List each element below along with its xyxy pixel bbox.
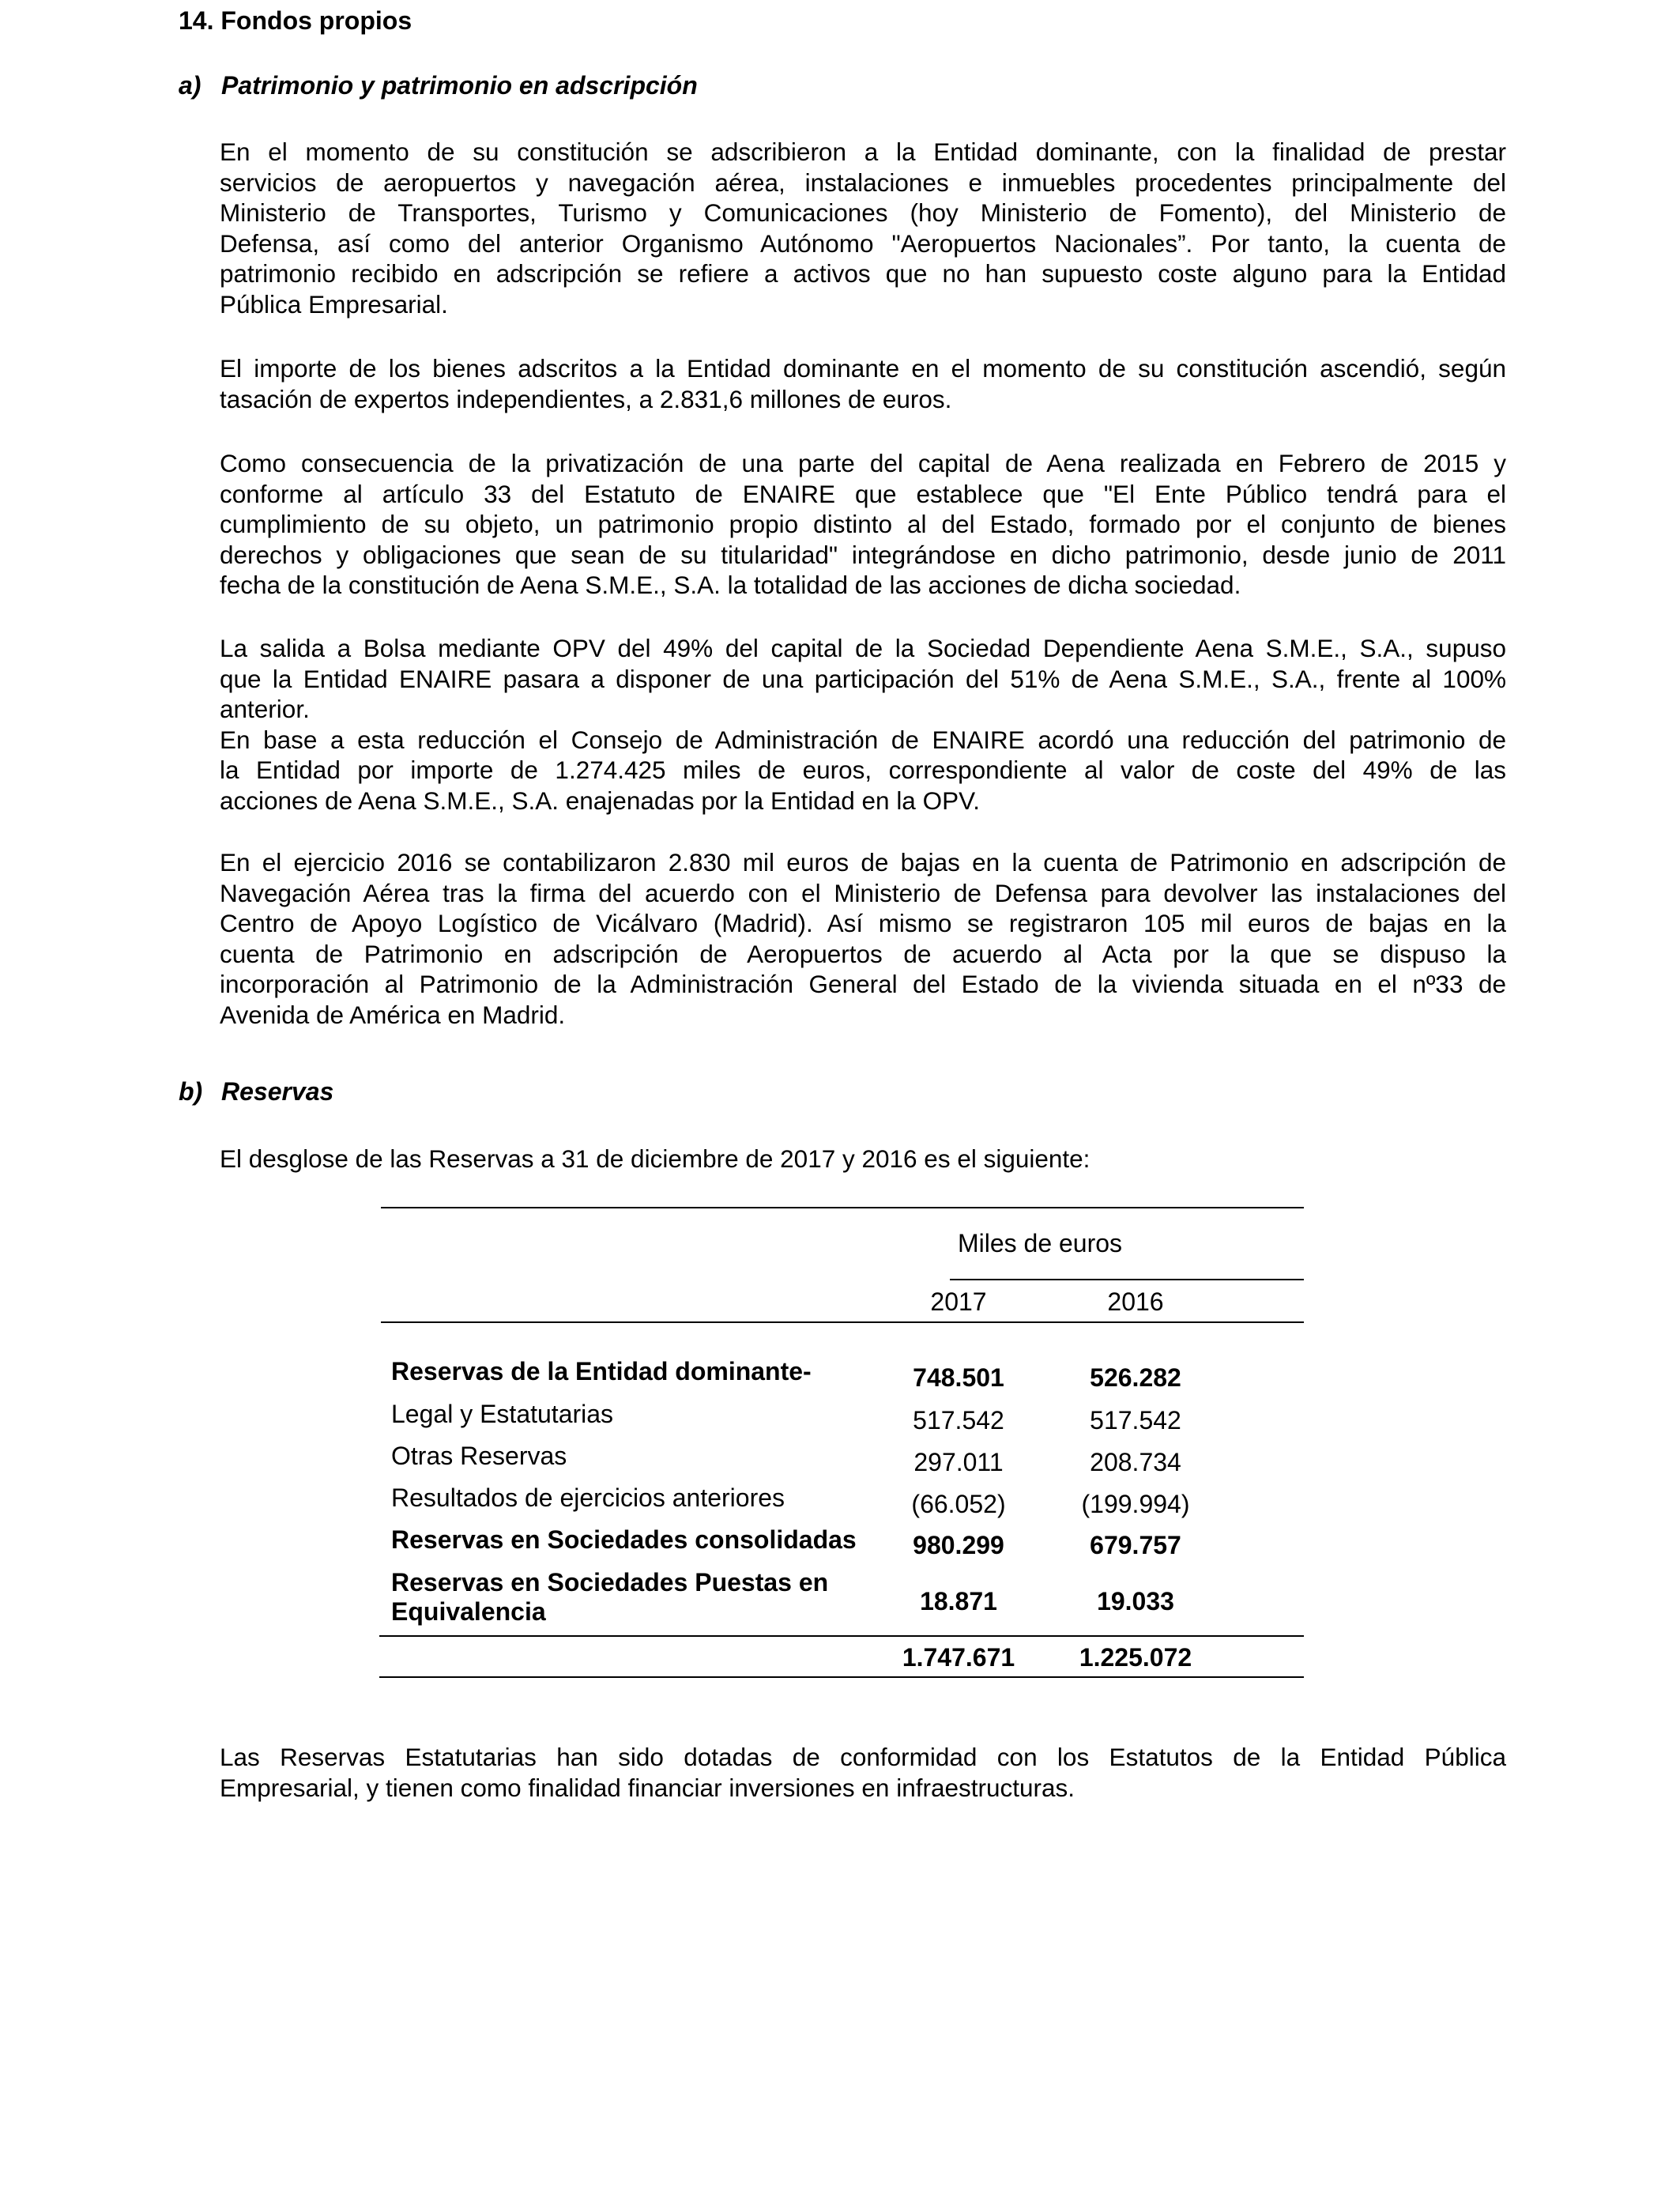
text-line: El desglose de las Reservas a 31 de diciembre de 2017 y 2016 es el siguiente:	[220, 1144, 1090, 1173]
row-label-consolidadas: Reservas en Sociedades consolidadas	[391, 1525, 857, 1554]
reserves-intro	[220, 1144, 1506, 1174]
value-2016-resultados: (199.994)	[1081, 1490, 1190, 1518]
text-line: Como consecuencia de la privatización de una parte del capital de Aena realizada en Febrero de 2015 y	[220, 449, 1506, 477]
unit-header-rule	[950, 1279, 1304, 1280]
text-line: la Entidad por importe de 1.274.425 miles de euros, correspondiente al valor de coste del 49% de las	[220, 756, 1506, 785]
text-line: incorporación al Patrimonio de la Administración General del Estado de la vivienda situada en el nº33 de	[220, 970, 1506, 999]
text-line: Avenida de América en Madrid.	[220, 1000, 566, 1029]
text-line: Pública Empresarial.	[220, 289, 448, 319]
paragraph-privatization	[220, 448, 1506, 601]
section-title: 14. Fondos propios	[179, 6, 412, 35]
section-a-heading	[179, 70, 698, 101]
text-line: cumplimiento de su objeto, un patrimonio propio distinto al del Estado, formado por el conjunto de bienes	[220, 510, 1506, 539]
text-line: En base a esta reducción el Consejo de Administración de ENAIRE acordó una reducción del patrimonio de	[220, 725, 1506, 754]
text-line: Empresarial, y tienen como finalidad financiar inversiones en infraestructuras.	[220, 1773, 1075, 1802]
unit-header: Miles de euros	[957, 1229, 1123, 1257]
section-a-title: Patrimonio y patrimonio en adscripción	[221, 71, 698, 100]
text-line: servicios de aeropuertos y navegación aérea, instalaciones e inmuebles procedentes principalmente del	[220, 168, 1506, 197]
total-2017: 1.747.671	[902, 1643, 1015, 1672]
paragraph-constitution	[220, 137, 1506, 320]
text-line: tasación de expertos independientes, a 2.831,6 millones de euros.	[220, 384, 952, 413]
row-label-otras-reservas: Otras Reservas	[391, 1442, 567, 1470]
column-header-2017: 2017	[930, 1287, 987, 1316]
text-line: Las Reservas Estatutarias han sido dotadas de conformidad con los Estatutos de la Entidad Pública	[220, 1743, 1506, 1771]
value-2016-entidad-dominante: 526.282	[1090, 1363, 1181, 1392]
row-label-equivalencia-line2: Equivalencia	[391, 1597, 546, 1626]
text-line: La salida a Bolsa mediante OPV del 49% del capital de la Sociedad Dependiente Aena S.M.E., S.A., supuso	[220, 634, 1506, 662]
section-b-letter: b)	[179, 1077, 203, 1106]
paragraph-valuation	[220, 353, 1506, 414]
text-line: El importe de los bienes adscritos a la Entidad dominante en el momento de su constitución ascendió, según	[220, 354, 1506, 383]
row-label-legal: Legal y Estatutarias	[391, 1400, 614, 1428]
section-b-title: Reservas	[221, 1077, 334, 1106]
header-bottom-rule	[381, 1321, 1304, 1323]
text-line: patrimonio recibido en adscripción se refiere a activos que no han supuesto coste alguno para la Entidad	[220, 259, 1506, 288]
row-label-entidad-dominante: Reservas de la Entidad dominante-	[391, 1357, 812, 1385]
value-2017-equivalencia: 18.871	[920, 1587, 997, 1615]
value-2017-entidad-dominante: 748.501	[913, 1363, 1004, 1392]
row-label-equivalencia-line1: Reservas en Sociedades Puestas en	[391, 1568, 829, 1596]
text-line: fecha de la constitución de Aena S.M.E., S.A. la totalidad de las acciones de dicha sociedad.	[220, 571, 1241, 600]
section-b-heading	[179, 1076, 333, 1107]
paragraph-2016-writeoffs	[220, 847, 1506, 1031]
paragraph-ipo	[220, 633, 1506, 816]
text-line: En el ejercicio 2016 se contabilizaron 2.830 mil euros de bajas en la cuenta de Patrimonio en adscripción de	[220, 848, 1506, 876]
value-2016-equivalencia: 19.033	[1097, 1587, 1174, 1615]
table-bottom-rule	[379, 1676, 1304, 1678]
text-line: Ministerio de Transportes, Turismo y Comunicaciones (hoy Ministerio de Fomento), del Ministerio de	[220, 198, 1506, 228]
text-line: En el momento de su constitución se adscribieron a la Entidad dominante, con la finalidad de prestar	[220, 138, 1506, 166]
value-2016-otras-reservas: 208.734	[1090, 1448, 1181, 1476]
text-line: derechos y obligaciones que sean de su titularidad" integrándose en dicho patrimonio, desde junio de 2011	[220, 540, 1506, 569]
value-2017-resultados: (66.052)	[911, 1490, 1006, 1518]
value-2016-legal: 517.542	[1090, 1406, 1181, 1434]
text-line: Defensa, así como del anterior Organismo Autónomo "Aeropuertos Nacionales”. Por tanto, la cuenta de	[220, 228, 1506, 258]
value-2017-otras-reservas: 297.011	[913, 1448, 1004, 1476]
text-line: conforme al artículo 33 del Estatuto de ENAIRE que establece que "El Ente Público tendrá para el	[220, 479, 1506, 508]
text-line: acciones de Aena S.M.E., S.A. enajenadas por la Entidad en la OPV.	[220, 786, 980, 815]
text-line: Centro de Apoyo Logístico de Vicálvaro (Madrid). Así mismo se registraron 105 mil euros de bajas en la	[220, 909, 1506, 938]
table-top-rule	[381, 1207, 1304, 1208]
value-2017-legal: 517.542	[913, 1406, 1004, 1434]
total-top-rule	[379, 1635, 1304, 1637]
value-2017-consolidadas: 980.299	[913, 1531, 1004, 1559]
row-label-resultados: Resultados de ejercicios anteriores	[391, 1483, 785, 1512]
column-header-2016: 2016	[1107, 1287, 1164, 1316]
reserves-table	[379, 1204, 1305, 1679]
section-a-letter: a)	[179, 71, 202, 100]
text-line: anterior.	[220, 695, 310, 724]
value-2016-consolidadas: 679.757	[1090, 1531, 1181, 1559]
text-line: Navegación Aérea tras la firma del acuerdo con el Ministerio de Defensa para devolver las instalaciones del	[220, 878, 1506, 907]
total-2016: 1.225.072	[1079, 1643, 1192, 1672]
text-line: que la Entidad ENAIRE pasara a disponer de una participación del 51% de Aena S.M.E., S.A., frente al 100%	[220, 664, 1506, 693]
text-line: cuenta de Patrimonio en adscripción de Aeropuertos de acuerdo al Acta por la que se dispuso la	[220, 939, 1506, 968]
paragraph-statutory-reserves	[220, 1742, 1506, 1803]
